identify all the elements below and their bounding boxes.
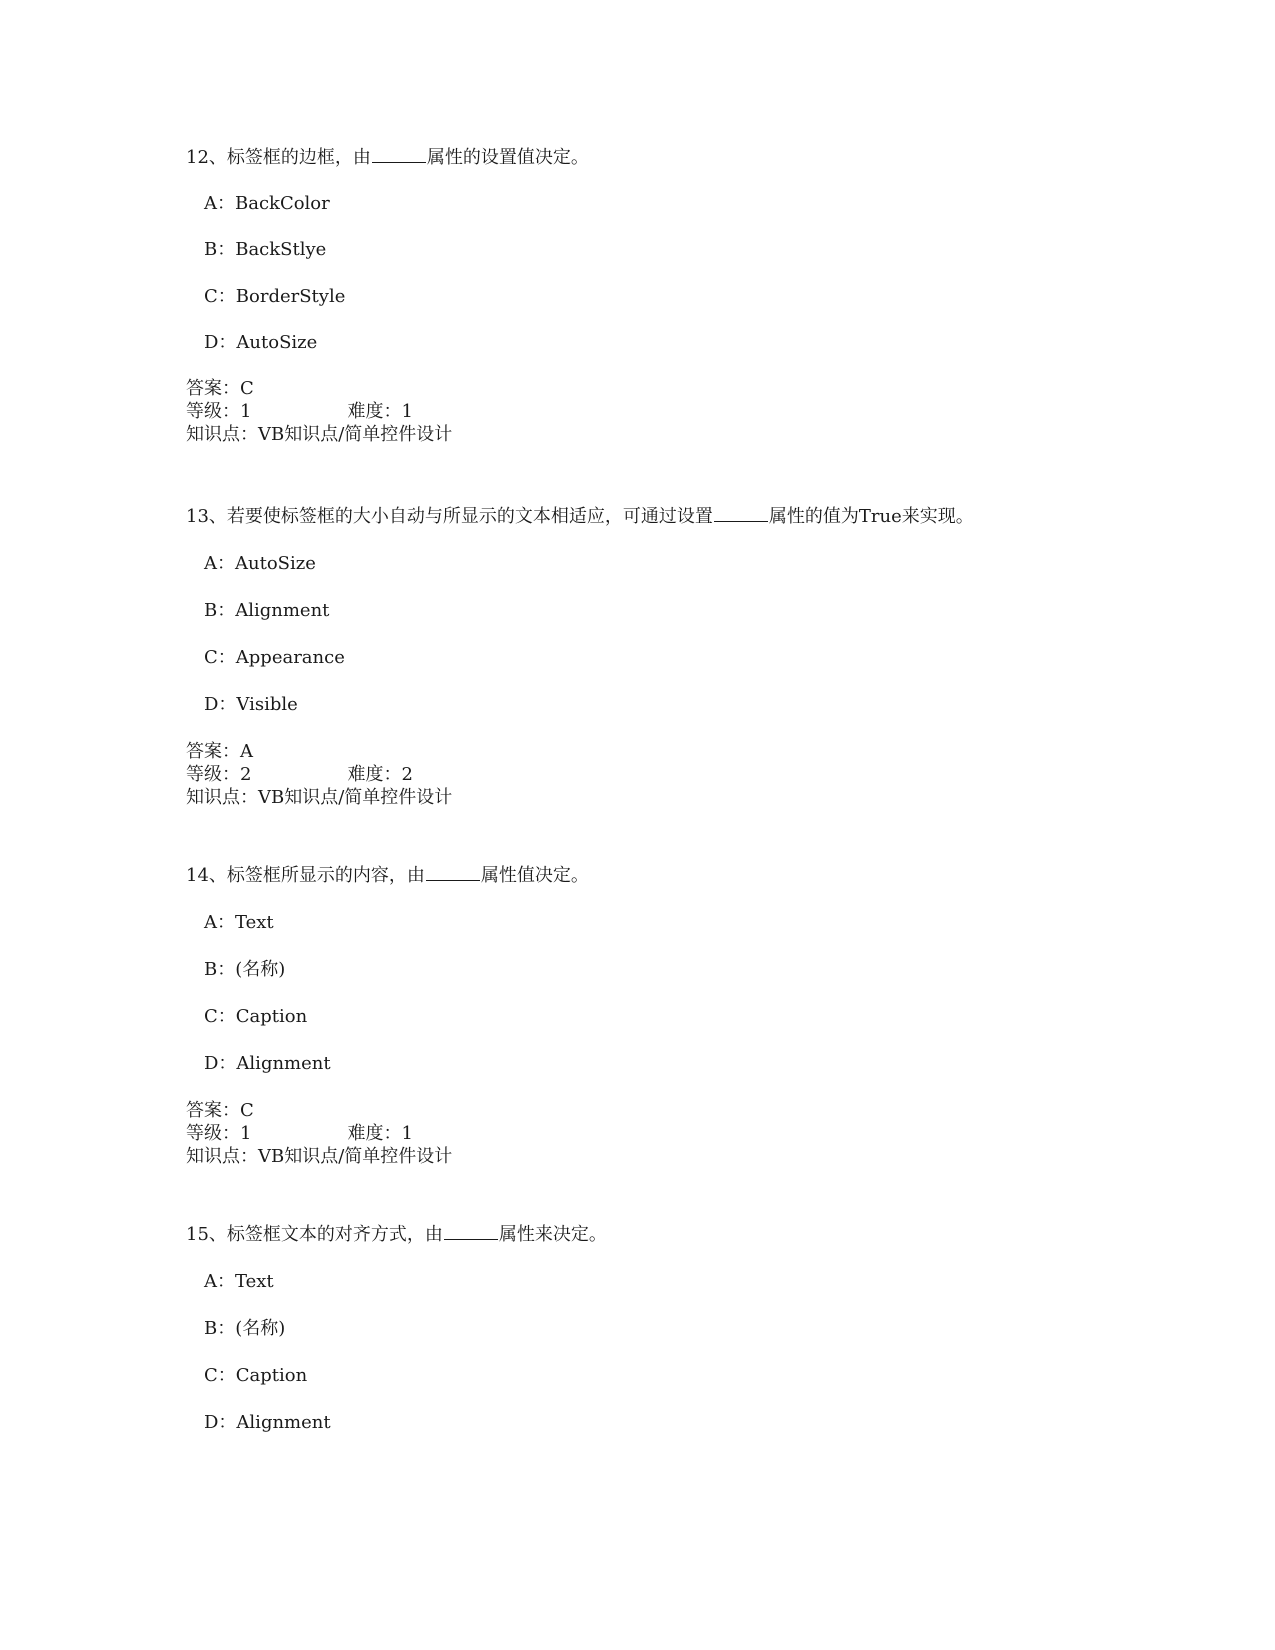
- option-d: D：Alignment: [204, 1412, 331, 1433]
- option-c: C：Caption: [204, 1006, 308, 1027]
- level: 等级：2: [186, 764, 252, 785]
- knowledge-line: 知识点：VB知识点/简单控件设计: [186, 787, 453, 808]
- option-c: C：Appearance: [204, 647, 345, 668]
- answer-blank: [426, 864, 480, 881]
- option-c: C：Caption: [204, 1365, 308, 1386]
- level-difficulty-line: [186, 763, 413, 787]
- option-b: B：Alignment: [204, 600, 330, 621]
- option-a: A：AutoSize: [204, 553, 316, 574]
- question-stem: 12、标签框的边框，由 属性的设置值决定。: [186, 147, 589, 168]
- answer-line: 答案：C: [186, 378, 254, 399]
- option-d: D：Alignment: [204, 1053, 331, 1074]
- option-a: A：BackColor: [204, 193, 330, 214]
- option-a: A：Text: [204, 1271, 274, 1292]
- option-a: A：Text: [204, 912, 274, 933]
- level-difficulty-line: [186, 400, 413, 424]
- question-stem: 14、标签框所显示的内容，由 属性值决定。: [186, 865, 589, 886]
- answer-line: 答案：A: [186, 741, 253, 762]
- answer-blank: [444, 1223, 498, 1240]
- option-b: B：(名称): [204, 959, 286, 980]
- level: 等级：1: [186, 1123, 252, 1144]
- option-b: B：(名称): [204, 1318, 286, 1339]
- level-difficulty-line: [186, 1122, 413, 1146]
- option-d: D：Visible: [204, 694, 298, 715]
- question-stem: 13、若要使标签框的大小自动与所显示的文本相适应，可通过设置 属性的值为True来实现。: [186, 506, 974, 527]
- answer-blank: [714, 505, 768, 522]
- difficulty: 难度：2: [347, 764, 413, 785]
- answer-blank: [372, 146, 426, 163]
- option-d: D：AutoSize: [204, 332, 318, 353]
- knowledge-line: 知识点：VB知识点/简单控件设计: [186, 424, 453, 445]
- difficulty: 难度：1: [347, 401, 413, 422]
- option-c: C：BorderStyle: [204, 286, 346, 307]
- knowledge-line: 知识点：VB知识点/简单控件设计: [186, 1146, 453, 1167]
- question-stem: 15、标签框文本的对齐方式，由 属性来决定。: [186, 1224, 607, 1245]
- answer-line: 答案：C: [186, 1100, 254, 1121]
- level: 等级：1: [186, 401, 252, 422]
- option-b: B：BackStlye: [204, 239, 327, 260]
- difficulty: 难度：1: [347, 1123, 413, 1144]
